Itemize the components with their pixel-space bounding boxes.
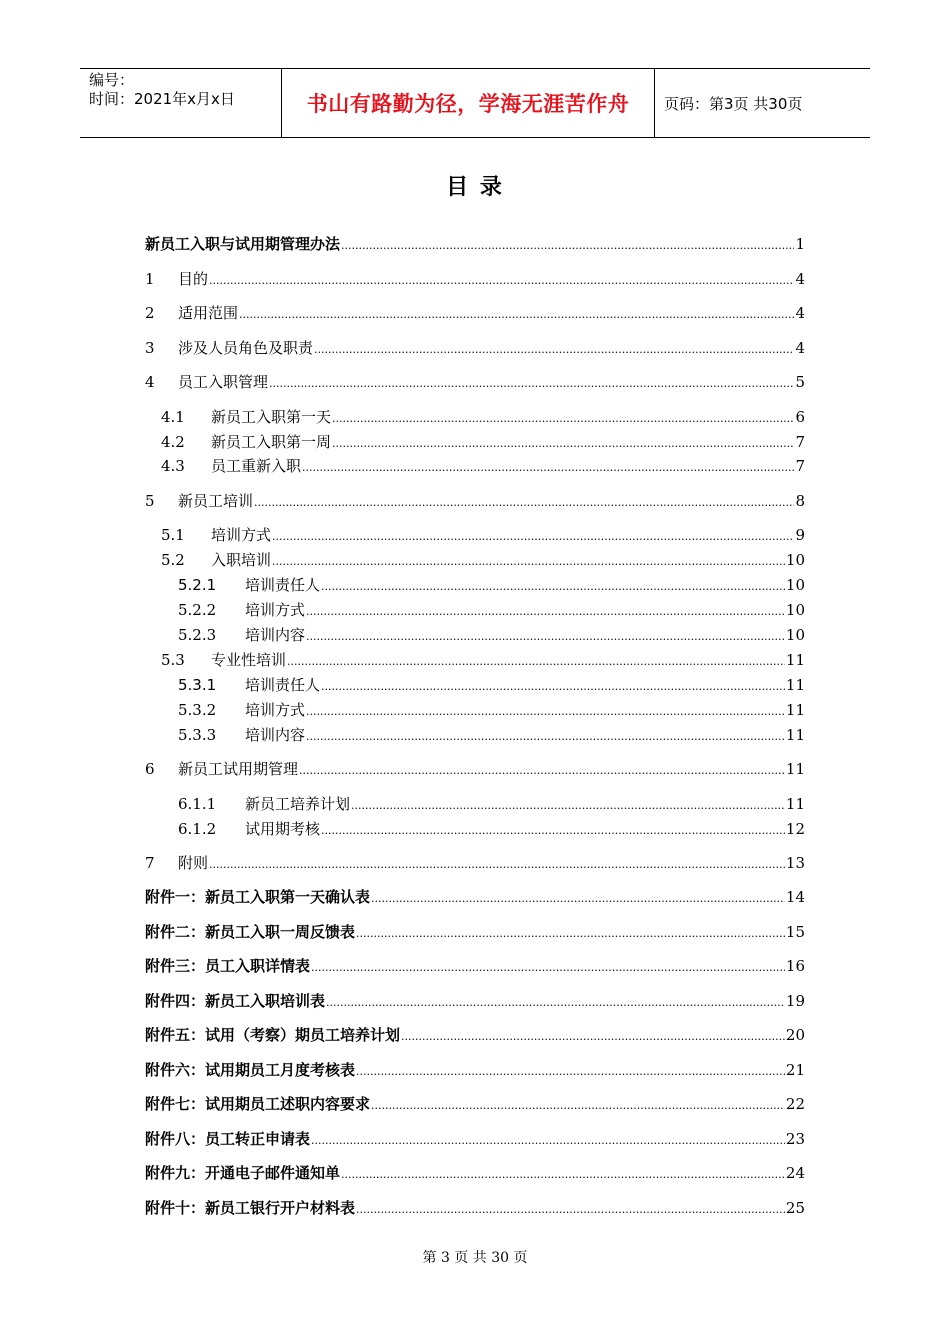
toc-entry-page: 4	[795, 270, 805, 288]
toc-entry-label: 新员工培训	[178, 492, 254, 510]
toc-leader-dots	[254, 496, 794, 509]
toc-entry-label: 附件五：试用（考察）期员工培养计划	[145, 1026, 401, 1044]
toc-entry-page: 22	[785, 1095, 805, 1113]
toc-entry-label: 新员工试用期管理	[178, 760, 299, 778]
toc-entry-page: 11	[785, 701, 805, 719]
toc-leader-dots	[332, 437, 794, 450]
toc-entry-number: 5.3	[161, 651, 185, 669]
toc-entry-label: 附件三：员工入职详情表	[145, 957, 311, 975]
toc-entry-page: 10	[785, 576, 805, 594]
toc-leader-dots	[351, 799, 785, 812]
toc-entry-page: 11	[785, 676, 805, 694]
toc-entry[interactable]	[161, 455, 805, 477]
toc-entry[interactable]	[145, 1093, 805, 1115]
toc-leader-dots	[321, 680, 785, 693]
toc-entry[interactable]	[178, 624, 805, 646]
toc-entry-page: 9	[795, 526, 805, 544]
toc-entry[interactable]	[178, 724, 805, 746]
toc-entry-label: 员工入职管理	[178, 373, 269, 391]
toc-leader-dots	[272, 530, 794, 543]
toc-entry-number: 5.2.3	[178, 626, 217, 644]
toc-leader-dots	[299, 764, 785, 777]
toc-leader-dots	[314, 343, 794, 356]
toc-entry-page: 10	[785, 551, 805, 569]
toc-leader-dots	[239, 308, 794, 321]
toc-entry-page: 24	[785, 1164, 805, 1182]
toc-entry-page: 20	[785, 1026, 805, 1044]
toc-entry-page: 4	[795, 304, 805, 322]
toc-leader-dots	[306, 605, 785, 618]
toc-entry[interactable]	[145, 268, 805, 290]
toc-leader-dots	[269, 377, 794, 390]
toc-leader-dots	[356, 1065, 785, 1078]
toc-leader-dots	[371, 892, 785, 905]
toc-entry[interactable]	[178, 699, 805, 721]
toc-entry-label: 试用期考核	[245, 820, 321, 838]
header-slogan: 书山有路勤为径，学海无涯苦作舟	[306, 92, 630, 116]
toc-entry-label: 附则	[178, 854, 209, 872]
toc-entry-label: 附件四：新员工入职培训表	[145, 992, 326, 1010]
toc-entry-number: 6.1.2	[178, 820, 217, 838]
toc-entry-number: 6.1.1	[178, 795, 217, 813]
toc-entry[interactable]	[145, 955, 805, 977]
toc-entry-page: 25	[785, 1199, 805, 1217]
toc-entry-label: 新员工入职第一天	[211, 408, 332, 426]
toc-leader-dots	[302, 461, 794, 474]
toc-entry-page: 11	[785, 760, 805, 778]
toc-entry-label: 培训方式	[245, 601, 306, 619]
toc-entry-page: 7	[795, 457, 805, 475]
toc-entry-page: 14	[785, 888, 805, 906]
toc-entry[interactable]	[178, 574, 805, 596]
toc-leader-dots	[341, 239, 794, 252]
toc-entry-page: 6	[795, 408, 805, 426]
toc-entry-page: 5	[795, 373, 805, 391]
toc-entry-label: 入职培训	[211, 551, 272, 569]
toc-entry-label: 附件六：试用期员工月度考核表	[145, 1061, 356, 1079]
toc-entry[interactable]	[145, 758, 805, 780]
toc-leader-dots	[306, 630, 785, 643]
toc-entry[interactable]	[161, 649, 805, 671]
toc-leader-dots	[209, 858, 785, 871]
toc-entry-number: 5.3.1	[178, 676, 217, 694]
toc-entry[interactable]	[178, 793, 805, 815]
toc-entry[interactable]	[145, 1162, 805, 1184]
toc-leader-dots	[341, 1168, 785, 1181]
toc-entry-label: 新员工培养计划	[245, 795, 351, 813]
toc-entry-label: 培训内容	[245, 626, 306, 644]
toc-entry-page: 12	[785, 820, 805, 838]
toc-entry-label: 适用范围	[178, 304, 239, 322]
toc-entry[interactable]	[145, 371, 805, 393]
toc-entry[interactable]	[145, 1059, 805, 1081]
toc-entry-page: 7	[795, 433, 805, 451]
toc-entry-label: 附件八：员工转正申请表	[145, 1130, 311, 1148]
toc-entry-page: 19	[785, 992, 805, 1010]
toc-leader-dots	[209, 274, 794, 287]
toc-entry-number: 1	[145, 270, 155, 288]
toc-leader-dots	[356, 927, 785, 940]
toc-entry-page: 11	[785, 726, 805, 744]
toc-entry-number: 5.3.3	[178, 726, 217, 744]
toc-entry-label: 专业性培训	[211, 651, 287, 669]
toc-entry-number: 5.2	[161, 551, 185, 569]
toc-entry-label: 附件十：新员工银行开户材料表	[145, 1199, 356, 1217]
toc-entry[interactable]	[145, 886, 805, 908]
toc-entry-page: 8	[795, 492, 805, 510]
toc-entry-label: 培训方式	[211, 526, 272, 544]
document-number-label: 编号：	[89, 71, 135, 89]
toc-entry-number: 4.3	[161, 457, 185, 475]
toc-entry-number: 2	[145, 304, 155, 322]
toc-entry[interactable]	[145, 1197, 805, 1219]
toc-leader-dots	[272, 555, 785, 568]
toc-entry-number: 4.2	[161, 433, 185, 451]
toc-leader-dots	[311, 961, 785, 974]
header-page-info: 页码：第3页 共30页	[664, 94, 803, 113]
toc-leader-dots	[306, 730, 785, 743]
toc-leader-dots	[401, 1030, 785, 1043]
toc-entry[interactable]	[145, 233, 805, 255]
toc-leader-dots	[306, 705, 785, 718]
toc-entry[interactable]	[145, 302, 805, 324]
toc-entry-label: 附件二：新员工入职一周反馈表	[145, 923, 356, 941]
toc-entry[interactable]	[145, 1024, 805, 1046]
toc-entry-label: 附件七：试用期员工述职内容要求	[145, 1095, 371, 1113]
toc-entry-label: 员工重新入职	[211, 457, 302, 475]
toc-entry-page: 1	[795, 235, 805, 253]
toc-entry-number: 6	[145, 760, 155, 778]
toc-leader-dots	[332, 412, 794, 425]
toc-entry-page: 10	[785, 601, 805, 619]
toc-entry-number: 3	[145, 339, 155, 357]
toc-entry-number: 5	[145, 492, 155, 510]
toc-entry-page: 13	[785, 854, 805, 872]
toc-leader-dots	[371, 1099, 785, 1112]
toc-entry-page: 15	[785, 923, 805, 941]
toc-entry-page: 23	[785, 1130, 805, 1148]
toc-entry[interactable]	[161, 549, 805, 571]
toc-entry[interactable]	[178, 674, 805, 696]
toc-entry-page: 16	[785, 957, 805, 975]
toc-entry[interactable]	[178, 599, 805, 621]
toc-entry-label: 新员工入职第一周	[211, 433, 332, 451]
toc-entry-page: 4	[795, 339, 805, 357]
document-date-label: 时间：2021年x月x日	[89, 90, 235, 108]
toc-entry-number: 5.3.2	[178, 701, 217, 719]
toc-entry-page: 10	[785, 626, 805, 644]
toc-entry-label: 培训责任人	[245, 576, 321, 594]
toc-entry[interactable]	[145, 490, 805, 512]
toc-entry[interactable]	[161, 431, 805, 453]
toc-leader-dots	[326, 996, 785, 1009]
toc-entry-label: 涉及人员角色及职责	[178, 339, 314, 357]
toc-entry-page: 21	[785, 1061, 805, 1079]
toc-entry[interactable]	[161, 406, 805, 428]
toc-entry[interactable]	[145, 1128, 805, 1150]
toc-leader-dots	[321, 580, 785, 593]
toc-entry[interactable]	[178, 818, 805, 840]
toc-entry-number: 5.2.2	[178, 601, 217, 619]
toc-entry[interactable]	[145, 990, 805, 1012]
toc-entry[interactable]	[145, 337, 805, 359]
toc-leader-dots	[356, 1203, 785, 1216]
toc-entry-number: 5.2.1	[178, 576, 217, 594]
toc-entry-number: 4.1	[161, 408, 185, 426]
toc-entry-label: 培训内容	[245, 726, 306, 744]
toc-entry[interactable]	[161, 524, 805, 546]
page-title: 目 录	[446, 175, 504, 200]
toc-entry-label: 目的	[178, 270, 209, 288]
toc-entry-label: 培训责任人	[245, 676, 321, 694]
toc-entry-number: 7	[145, 854, 155, 872]
toc-entry[interactable]	[145, 921, 805, 943]
toc-entry-label: 附件一：新员工入职第一天确认表	[145, 888, 371, 906]
toc-leader-dots	[287, 655, 785, 668]
toc-leader-dots	[321, 824, 785, 837]
page-footer: 第 3 页 共 30 页	[422, 1250, 528, 1266]
toc-leader-dots	[311, 1134, 785, 1147]
toc-entry-label: 新员工入职与试用期管理办法	[145, 235, 341, 253]
toc-entry-number: 4	[145, 373, 155, 391]
toc-entry-page: 11	[785, 651, 805, 669]
toc-entry[interactable]	[145, 852, 805, 874]
toc-entry-label: 培训方式	[245, 701, 306, 719]
toc-entry-label: 附件九：开通电子邮件通知单	[145, 1164, 341, 1182]
toc-entry-number: 5.1	[161, 526, 185, 544]
toc-entry-page: 11	[785, 795, 805, 813]
